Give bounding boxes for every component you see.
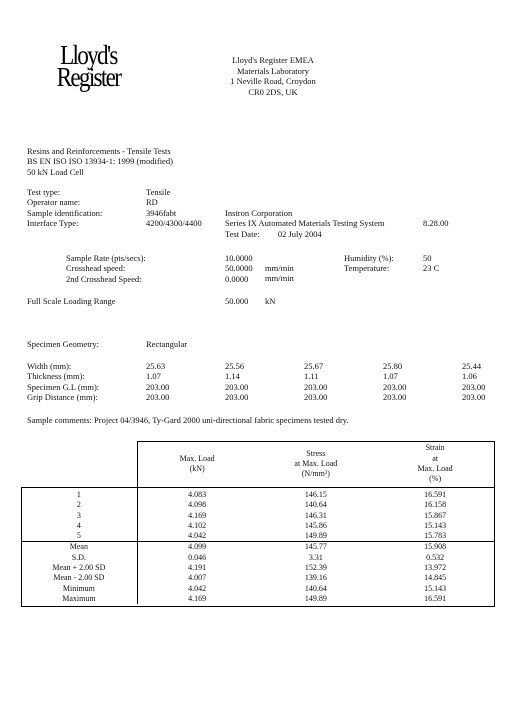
- stress-cell: 149.89: [304, 593, 327, 603]
- strain-cell: 15.783: [424, 531, 447, 541]
- geometry-cell: 1.06: [462, 371, 477, 382]
- max-load-cell: 4.098: [188, 500, 207, 510]
- row-label: 4: [21, 521, 137, 531]
- comments-label: Sample comments:: [27, 415, 92, 425]
- geometry-col-5: [462, 361, 485, 402]
- geometry-cell: 203.00: [304, 381, 328, 392]
- instron-info: [225, 208, 385, 239]
- max-load-cell: 4.042: [188, 531, 207, 541]
- address-line: Lloyd's Register EMEA: [232, 55, 314, 65]
- strain-cell: 16.591: [424, 490, 447, 499]
- full-scale-unit: kN: [265, 296, 276, 306]
- strain-cell: 15.867: [424, 510, 447, 520]
- stress-cell: 145.77: [256, 542, 375, 553]
- geometry-cell: 1.07: [146, 371, 161, 382]
- strain-cell: 15.143: [424, 520, 447, 530]
- max-load-cell: 4.102: [188, 520, 207, 530]
- geometry-cell: 25.44: [462, 361, 482, 371]
- table-row: [21, 553, 495, 563]
- sample-rate-value: 10.0000: [225, 253, 253, 263]
- geometry-cell: 203.00: [225, 391, 249, 402]
- table-row: [21, 500, 495, 510]
- crosshead2-unit: mm/min: [265, 273, 294, 284]
- test-date-value: 02 July 2004: [277, 228, 322, 239]
- row-label: Mean: [21, 542, 137, 553]
- stress-cell: 145.86: [304, 520, 327, 530]
- max-load-cell: 4.083: [188, 490, 207, 499]
- company-name: Instron Corporation: [225, 208, 293, 218]
- thickness-label: Thickness (mm):: [27, 371, 85, 382]
- address-line: 1 Neville Road, Croydon: [230, 76, 316, 86]
- strain-cell: 15.908: [375, 542, 495, 553]
- results-header-blank: [21, 441, 137, 488]
- system-name: Series IX Automated Materials Testing System: [225, 218, 385, 229]
- row-label: 5: [21, 531, 137, 542]
- lab-address: [213, 55, 333, 97]
- geometry-col-2: [225, 361, 248, 402]
- geometry-cell: 203.00: [304, 391, 328, 402]
- operator-label: Operator name:: [27, 197, 81, 208]
- logo-line-2: Register: [56, 62, 121, 92]
- row-label: 3: [21, 511, 137, 521]
- strain-cell: 16.591: [424, 593, 447, 603]
- strain-cell: 15.143: [424, 583, 447, 593]
- max-load-cell: 4.099: [137, 542, 256, 553]
- specimen-rows: [21, 488, 495, 542]
- width-label: Width (mm):: [27, 361, 72, 371]
- table-row: [21, 521, 495, 531]
- comments-text: Project 04/3946, Ty-Gard 2000 uni-directional fabric specimens tested dry.: [94, 415, 349, 425]
- sample-id-value: 3946fabt: [146, 207, 177, 218]
- gauge-length-label: Specimen G.L (mm):: [27, 381, 100, 392]
- sample-comments: [27, 415, 349, 425]
- crosshead-value: 50.0000: [225, 263, 253, 274]
- stress-cell: 3.31: [308, 552, 323, 562]
- strain-cell: 0.532: [426, 552, 445, 562]
- row-label: Minimum: [21, 584, 137, 594]
- logo-line-1: Lloyd's: [60, 40, 117, 70]
- table-row: [21, 511, 495, 521]
- temperature-label: Temperature:: [344, 263, 390, 274]
- strain-header: Strain at Max. Load (%): [375, 441, 495, 488]
- row-label: 1: [21, 488, 137, 501]
- sample-id-label: Sample identification:: [27, 207, 103, 218]
- grip-distance-label: Grip Distance (mm):: [27, 391, 98, 402]
- sample-rate-label: Sample Rate (pts/secs):: [66, 253, 146, 263]
- report-heading: [27, 146, 173, 177]
- stress-cell: 146.31: [304, 510, 327, 520]
- geometry-cell: 1.14: [225, 371, 240, 382]
- stress-cell: 140.64: [304, 583, 327, 593]
- geometry-cell: 203.00: [225, 381, 249, 392]
- table-row: [21, 584, 495, 594]
- results-table: [21, 441, 495, 604]
- geometry-cell: 25.56: [225, 361, 245, 371]
- table-row: [21, 594, 495, 604]
- full-scale-value: 50.000: [225, 296, 249, 306]
- stress-cell: 152.39: [304, 563, 327, 573]
- geometry-cell: 203.00: [462, 391, 486, 402]
- row-label: S.D.: [21, 553, 137, 563]
- stress-cell: 140.64: [304, 500, 327, 510]
- geometry-col-4: [383, 361, 406, 402]
- heading-standard: BS EN ISO ISO 13934-1: 1999 (modified): [27, 156, 173, 167]
- geometry-cell: 25.63: [146, 361, 166, 371]
- stress-cell: 139.16: [304, 573, 327, 583]
- stress-cell: 146.15: [304, 490, 327, 499]
- table-row: [21, 542, 495, 553]
- humidity-label: Humidity (%):: [344, 253, 394, 263]
- env-labels: [344, 253, 394, 274]
- settings-labels: [66, 253, 146, 284]
- test-info-values: [146, 187, 202, 228]
- crosshead2-value: 0.0000: [225, 273, 249, 284]
- crosshead-unit: mm/min: [265, 263, 294, 273]
- geometry-label: Specimen Geometry:: [27, 339, 99, 349]
- table-row: [21, 531, 495, 542]
- geometry-col-1: [146, 361, 169, 402]
- geometry-col-3: [304, 361, 327, 402]
- geometry-value: Rectangular: [146, 339, 188, 349]
- interface-label: Interface Type:: [27, 217, 79, 228]
- test-date-label: Test Date:: [225, 228, 260, 239]
- operator-value: RD: [146, 197, 158, 208]
- test-type-label: Test type:: [27, 187, 61, 197]
- settings-values: [225, 253, 253, 284]
- max-load-cell: 4.007: [188, 573, 207, 583]
- table-row: [21, 573, 495, 583]
- table-row: [21, 563, 495, 573]
- row-label: 2: [21, 500, 137, 510]
- stress-cell: 149.89: [304, 531, 327, 541]
- strain-cell: 16.158: [424, 500, 447, 510]
- geometry-row-labels: [27, 361, 99, 402]
- humidity-value: 50: [423, 253, 432, 263]
- settings-units: [265, 263, 294, 284]
- env-values: [423, 253, 439, 274]
- crosshead2-label: 2nd Crosshead Speed:: [66, 273, 142, 284]
- full-scale-label: Full Scale Loading Range: [27, 296, 116, 306]
- geometry-cell: 25.67: [304, 361, 324, 371]
- test-type-value: Tensile: [146, 187, 171, 197]
- table-row: [21, 488, 495, 501]
- heading-load-cell: 50 kN Load Cell: [27, 166, 84, 177]
- geometry-cell: 203.00: [146, 391, 170, 402]
- test-info-labels: [27, 187, 102, 228]
- results-header-row: [21, 441, 495, 488]
- address-line: CR0 2DS, UK: [248, 86, 298, 97]
- row-label: Mean - 2.00 SD: [21, 573, 137, 583]
- max-load-header: Max. Load (kN): [137, 441, 256, 488]
- software-version: 8.28.00: [423, 218, 449, 228]
- table-frame-bottom: [21, 606, 495, 607]
- temperature-value: 23 C: [423, 263, 440, 274]
- max-load-cell: 4.042: [188, 583, 207, 593]
- max-load-cell: 0.046: [188, 552, 207, 562]
- row-label: Maximum: [21, 594, 137, 604]
- max-load-cell: 4.169: [188, 593, 207, 603]
- geometry-cell: 25.80: [383, 361, 403, 371]
- geometry-cell: 203.00: [383, 381, 407, 392]
- statistics-rows: [21, 542, 495, 604]
- stress-header: Stress at Max. Load (N/mm²): [256, 441, 375, 488]
- lloyds-register-logo: [54, 40, 123, 92]
- row-label: Mean + 2.00 SD: [21, 563, 137, 573]
- geometry-cell: 203.00: [146, 381, 170, 392]
- max-load-cell: 4.191: [188, 563, 207, 573]
- address-line: Materials Laboratory: [237, 65, 309, 76]
- strain-cell: 13.972: [424, 563, 447, 573]
- strain-cell: 14.845: [424, 573, 447, 583]
- interface-value: 4200/4300/4400: [146, 217, 202, 228]
- heading-title: Resins and Reinforcements - Tensile Tests: [27, 146, 171, 156]
- geometry-cell: 1.07: [383, 371, 398, 382]
- geometry-cell: 203.00: [383, 391, 407, 402]
- crosshead-label: Crosshead speed:: [66, 263, 126, 274]
- geometry-cell: 1.11: [304, 371, 319, 382]
- max-load-cell: 4.169: [188, 510, 207, 520]
- geometry-cell: 203.00: [462, 381, 486, 392]
